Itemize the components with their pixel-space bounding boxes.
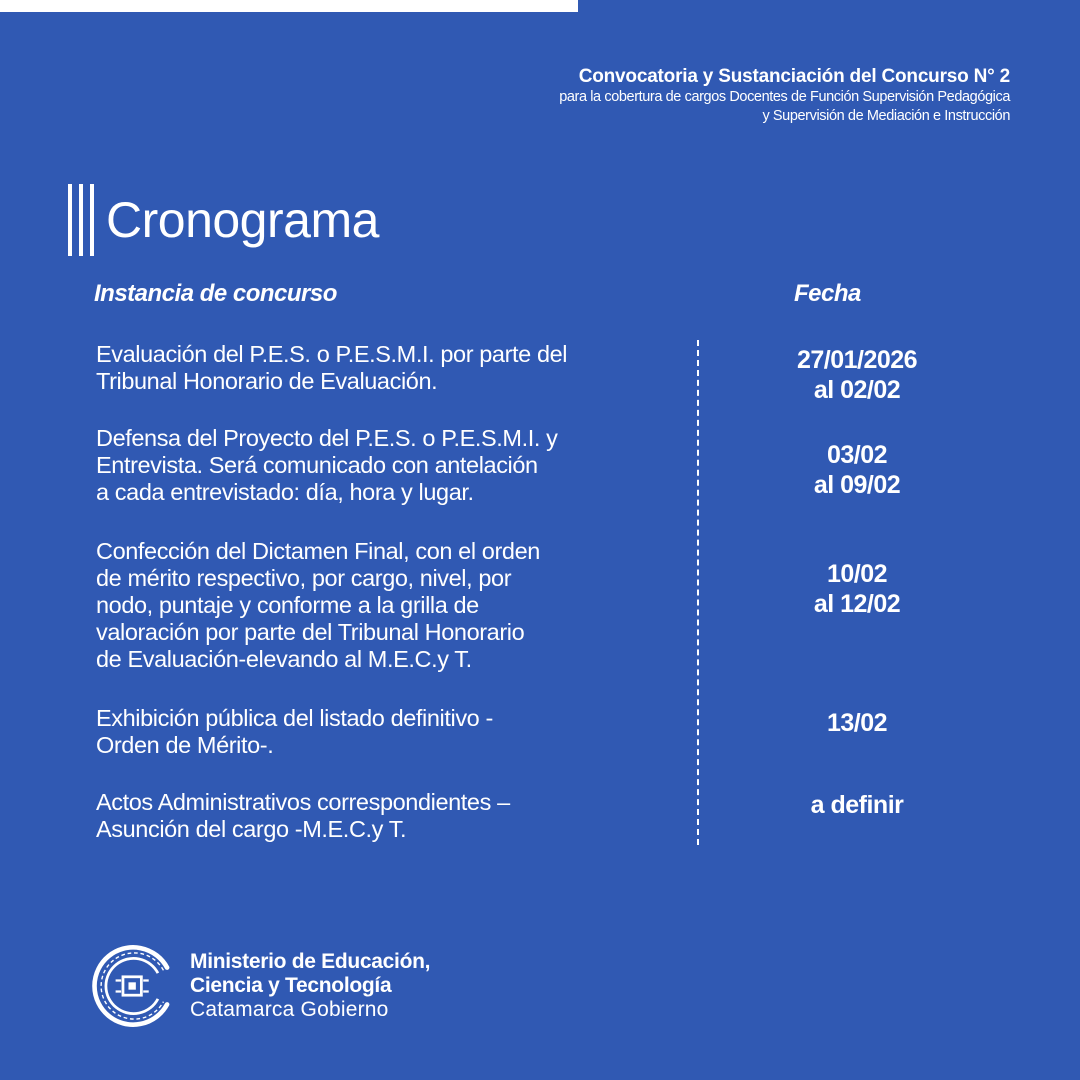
page-title: Cronograma — [106, 192, 379, 248]
footer-line3: Catamarca Gobierno — [190, 998, 389, 1021]
header-subtitle-line1: para la cobertura de cargos Docentes de Función Supervisión Pedagógica — [559, 89, 1010, 105]
schedule-row-text: Actos Administrativos correspondientes – Asunción del cargo -M.E.C.y T. — [96, 789, 510, 842]
schedule-row-date: 13/02 — [826, 709, 888, 737]
footer-text — [190, 950, 430, 1022]
schedule-row-text: Evaluación del P.E.S. o P.E.S.M.I. por parte del Tribunal Honorario de Evaluación. — [96, 341, 568, 394]
schedule-row-date: a definir — [810, 791, 904, 819]
dashed-divider — [697, 340, 699, 845]
footer-line2: Ciencia y Tecnología — [190, 974, 392, 997]
top-accent-bar — [0, 0, 578, 12]
header-title: Convocatoria y Sustanciación del Concurso N° 2 — [578, 66, 1010, 87]
footer — [88, 940, 430, 1032]
schedule-row-date: 27/01/2026 al 02/02 — [796, 346, 918, 404]
footer-line1: Ministerio de Educación, — [190, 950, 431, 973]
schedule-row-text: Exhibición pública del listado definitivo - Orden de Mérito-. — [96, 705, 493, 758]
schedule-row-date: 03/02 al 09/02 — [813, 441, 901, 499]
schedule-row-text: Confección del Dictamen Final, con el orden de mérito respectivo, por cargo, nivel, por nodo, puntaje y conforme a la grilla de valoración por parte del Tribunal Honorario de Evaluación-elevando al M.E.C.y T. — [96, 538, 540, 672]
catamarca-c-logo-icon — [88, 940, 180, 1032]
schedule-row-date: 10/02 al 12/02 — [813, 560, 901, 618]
column-header-instancia: Instancia de concurso — [94, 280, 337, 307]
header-subtitle-line2: y Supervisión de Mediación e Instrucción — [762, 108, 1010, 124]
header — [559, 66, 1010, 126]
section-heading — [68, 184, 379, 256]
column-header-fecha: Fecha — [794, 280, 861, 307]
triple-bar-icon — [68, 184, 94, 256]
schedule-row-text: Defensa del Proyecto del P.E.S. o P.E.S.M.I. y Entrevista. Será comunicado con antelación a cada entrevistado: día, hora y lugar. — [96, 425, 558, 505]
